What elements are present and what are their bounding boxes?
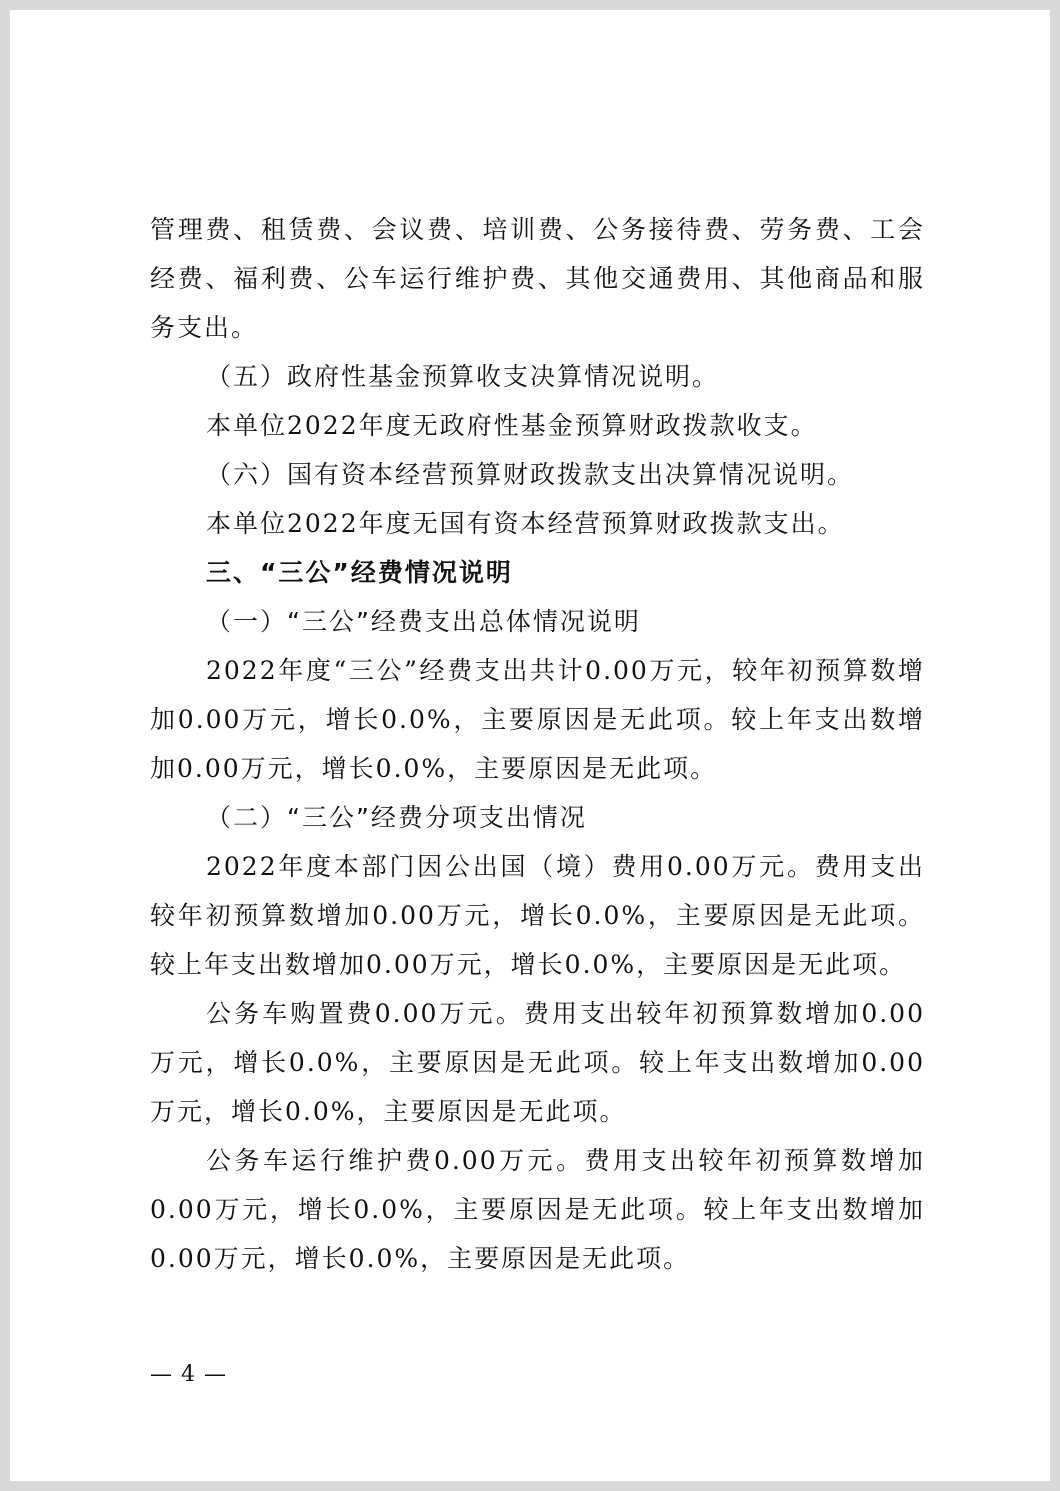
- paragraph-vehicle-purchase: 公务车购置费0.00万元。费用支出较年初预算数增加0.00万元，增长0.0%，主要原因是无此项。较上年支出数增加0.00万元，增长0.0%，主要原因是无此项。: [150, 999, 925, 1126]
- paragraph-vehicle-maintenance: 公务车运行维护费0.00万元。费用支出较年初预算数增加0.00万元，增长0.0%，主要原因是无此项。较上年支出数增加0.00万元，增长0.0%，主要原因是无此项。: [150, 1146, 925, 1273]
- paragraph-state-capital: 本单位2022年度无国有资本经营预算财政拨款支出。: [206, 509, 845, 538]
- subheading-state-capital: （六）国有资本经营预算财政拨款支出决算情况说明。: [206, 460, 855, 489]
- paragraph-expense-list: 管理费、租赁费、会议费、培训费、公务接待费、劳务费、工会经费、福利费、公车运行维护费、其他交通费用、其他商品和服务支出。: [150, 215, 925, 342]
- subheading-three-public-overall: （一）“三公”经费支出总体情况说明: [206, 607, 641, 636]
- paragraph-overseas-travel: 2022年度本部门因公出国（境）费用0.00万元。费用支出较年初预算数增加0.00万元，增长0.0%，主要原因是无此项。较上年支出数增加0.00万元，增长0.0%，主要原因是无此项。: [150, 852, 925, 979]
- paragraph-three-public-overall: 2022年度“三公”经费支出共计0.00万元，较年初预算数增加0.00万元，增长0.0%，主要原因是无此项。较上年支出数增加0.00万元，增长0.0%，主要原因是无此项。: [150, 656, 925, 783]
- page-number: — 4 —: [150, 1362, 227, 1387]
- section-heading-three-public: 三、“三公”经费情况说明: [206, 558, 513, 587]
- subheading-three-public-items: （二）“三公”经费分项支出情况: [206, 803, 587, 832]
- document-page: [10, 10, 1050, 1481]
- subheading-government-fund: （五）政府性基金预算收支决算情况说明。: [206, 362, 720, 391]
- paragraph-government-fund: 本单位2022年度无政府性基金预算财政拨款收支。: [206, 411, 818, 440]
- document-body: [150, 205, 925, 1283]
